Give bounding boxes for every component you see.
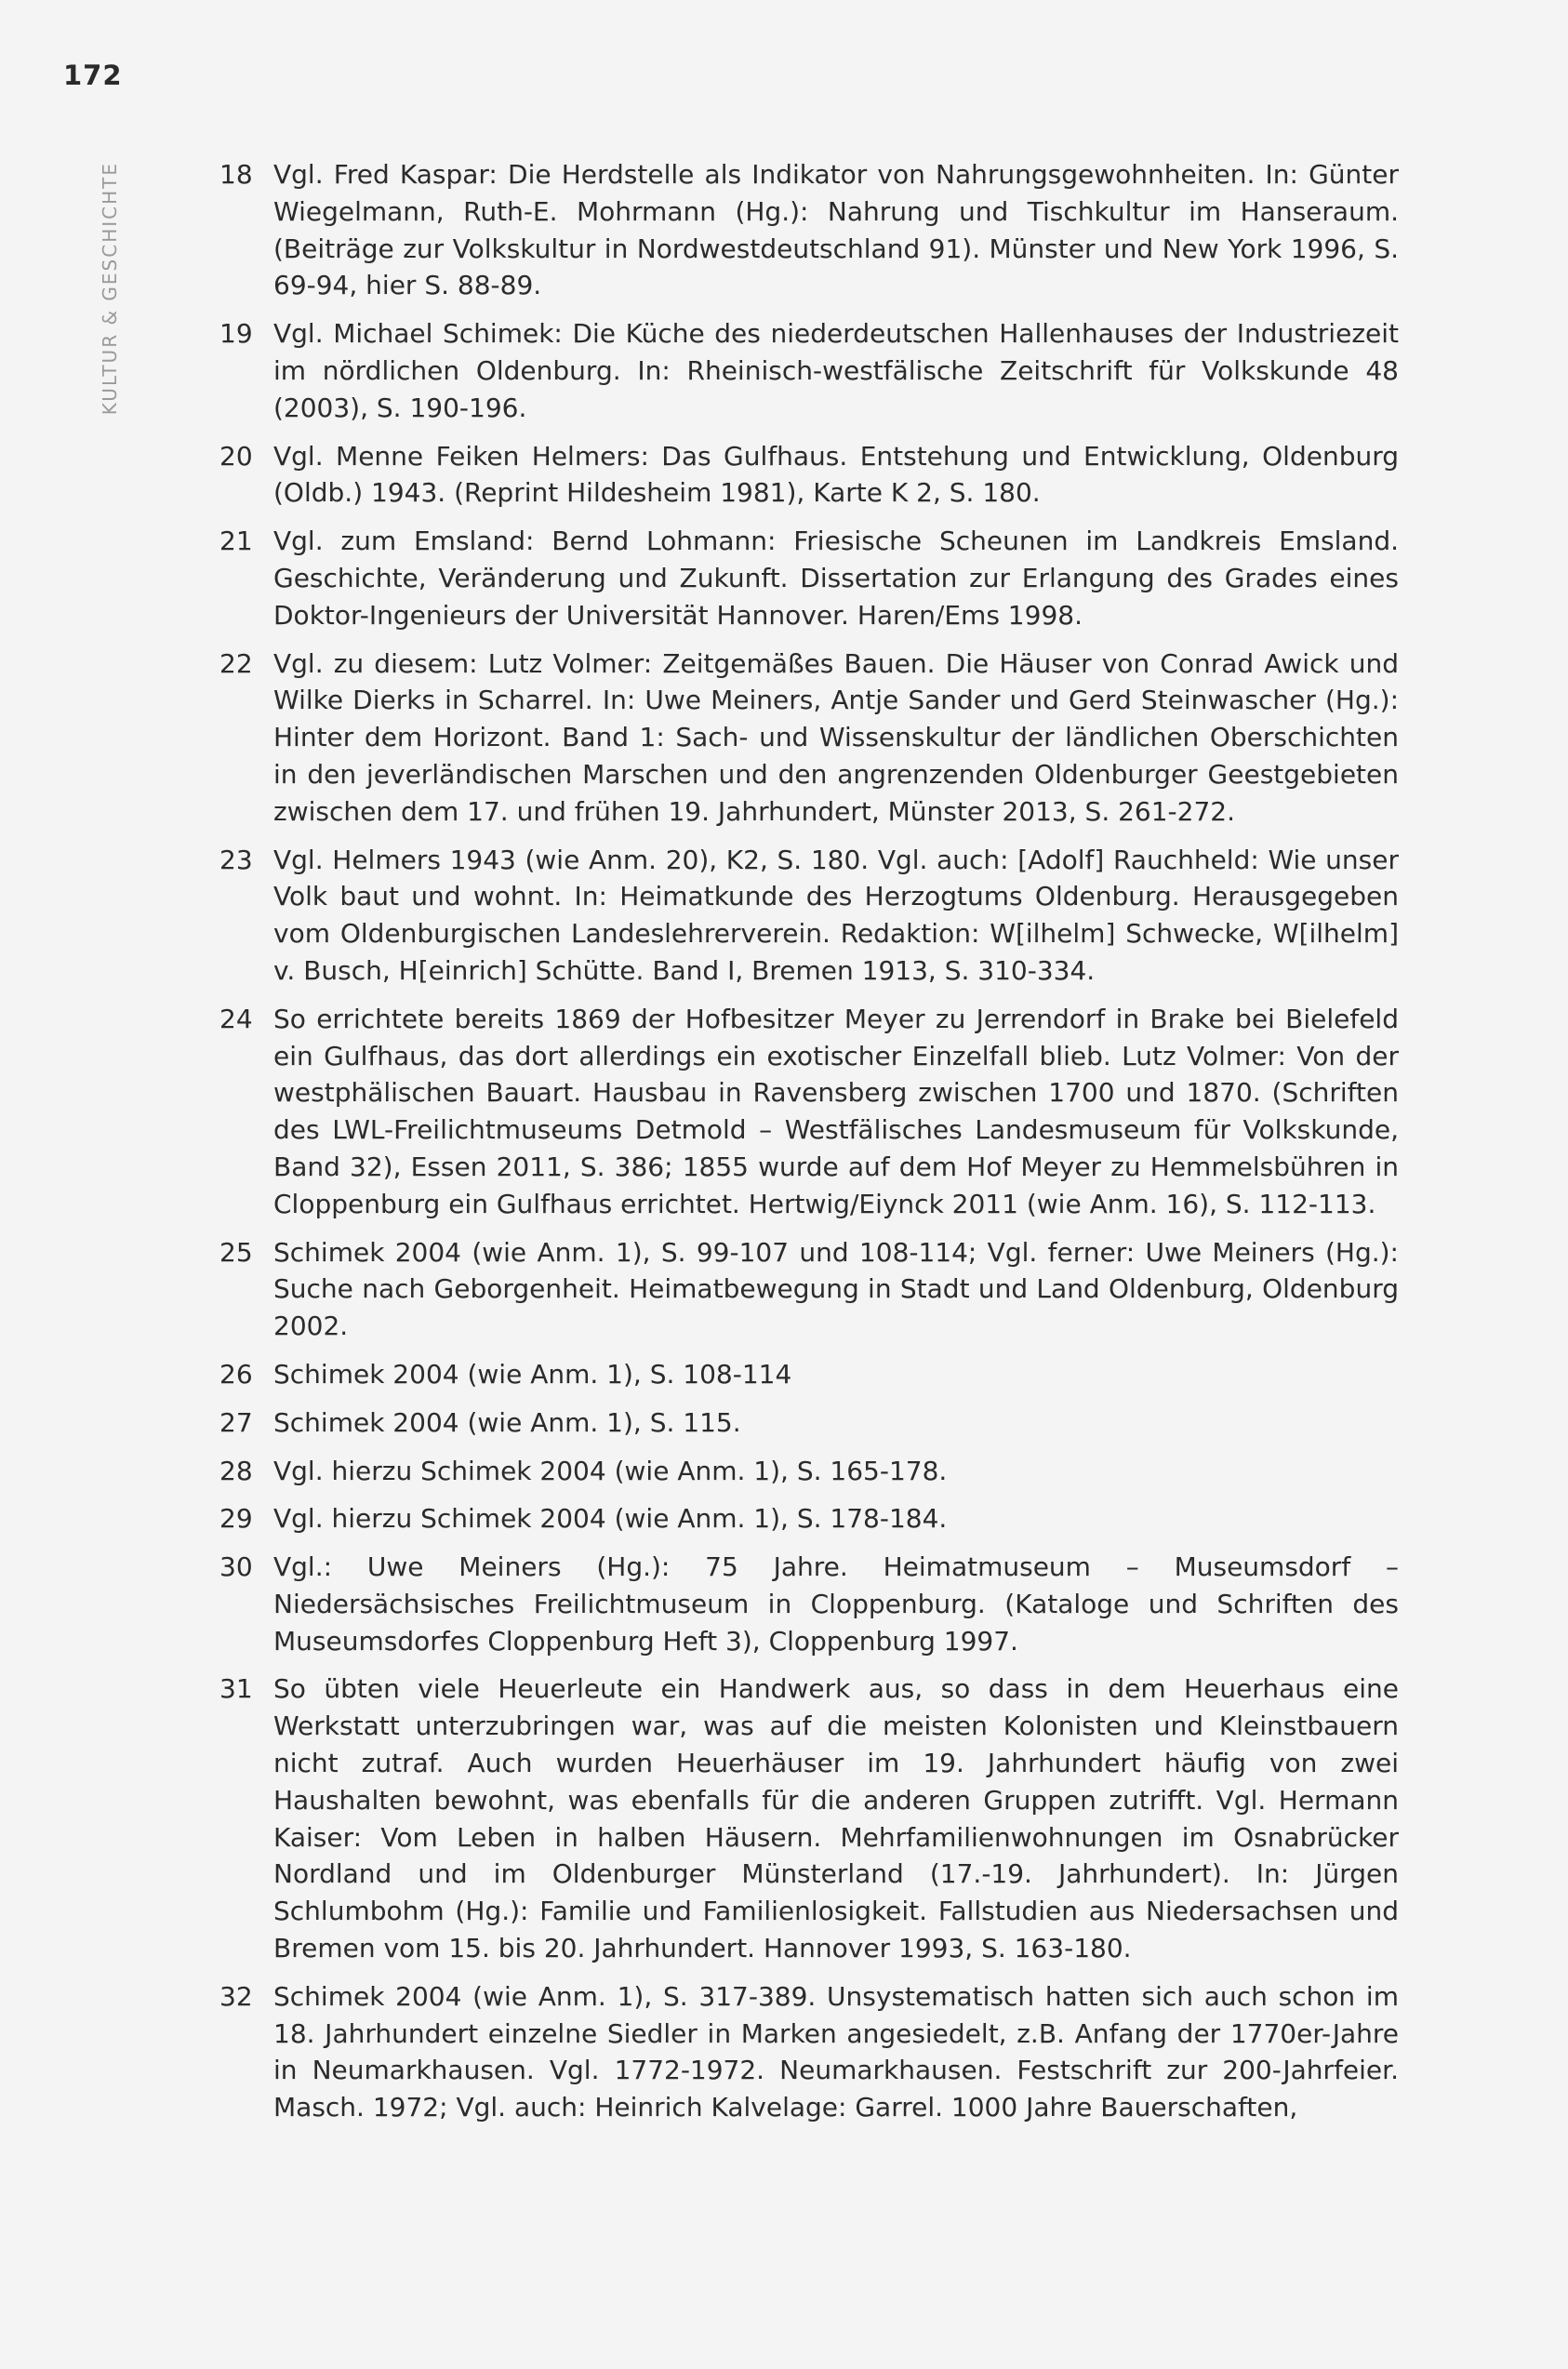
footnote-text: Vgl. zum Emsland: Bernd Lohmann: Friesische Scheunen im Landkreis Emsland. Geschichte, Veränderung und Zukunft. Dissertation zur Erlangung des Grades eines Doktor-Ingenieurs der Universität Hannover. Haren/Ems 1998. [273, 526, 1399, 631]
footnote-18 [219, 156, 1399, 304]
footnote-text: Vgl. Helmers 1943 (wie Anm. 20), K2, S. 180. Vgl. auch: [Adolf] Rauchheld: Wie unser Volk baut und wohnt. In: Heimatkunde des Herzogtums Oldenburg. Herausgegeben vom Oldenburgischen Landeslehrerverein. Redaktion: W[ilhelm] Schwecke, W[ilhelm] v. Busch, H[einrich] Schütte. Band I, Bremen 1913, S. 310-334. [273, 844, 1399, 986]
footnote-number: 28 [219, 1455, 253, 1486]
footnote-text: Vgl. Fred Kaspar: Die Herdstelle als Indikator von Nahrungsgewohnheiten. In: Günter Wiegelmann, Ruth-E. Mohrmann (Hg.): Nahrung und Tischkultur im Hanseraum. (Beiträge zur Volkskultur in Nordwestdeutschland 91). Münster und New York 1996, S. 69-94, hier S. 88-89. [273, 159, 1399, 301]
footnote-number: 25 [219, 1236, 253, 1268]
footnote-text: Vgl. zu diesem: Lutz Volmer: Zeitgemäßes Bauen. Die Häuser von Conrad Awick und Wilke Dierks in Scharrel. In: Uwe Meiners, Antje Sander und Gerd Steinwascher (Hg.): Hinter dem Horizont. Band 1: Sach- und Wissenskultur der ländlichen Oberschichten in den jeverländischen Marschen und den angrenzenden Oldenburger Geestgebieten zwischen dem 17. und frühen 19. Jahrhundert, Münster 2013, S. 261-272. [273, 647, 1399, 827]
page-number: 172 [63, 60, 123, 91]
footnote-text: So übten viele Heuerleute ein Handwerk aus, so dass in dem Heuerhaus eine Werkstatt unterzubringen war, was auf die meisten Kolonisten und Kleinstbauern nicht zutraf. Auch wurden Heuerhäuser im 19. Jahrhundert häufig von zwei Haushalten bewohnt, was ebenfalls für die anderen Gruppen zutrifft. Vgl. Hermann Kaiser: Vom Leben in halben Häusern. Mehrfamilienwohnungen im Osnabrücker Nordland und im Oldenburger Münsterland (17.-19. Jahrhundert). In: Jürgen Schlumbohm (Hg.): Familie und Familienlosigkeit. Fallstudien aus Niedersachsen und Bremen vom 15. bis 20. Jahrhundert. Hannover 1993, S. 163-180. [273, 1673, 1399, 1964]
footnote-text: Schimek 2004 (wie Anm. 1), S. 108-114 [273, 1358, 792, 1390]
footnote-28 [219, 1453, 1399, 1490]
footnote-number: 24 [219, 1003, 253, 1034]
footnote-number: 20 [219, 440, 253, 472]
footnote-text: So errichtete bereits 1869 der Hofbesitzer Meyer zu Jerrendorf in Brake bei Bielefeld ein Gulfhaus, das dort allerdings ein exotischer Einzelfall blieb. Lutz Volmer: Von der westphälischen Bauart. Hausbau in Ravensberg zwischen 1700 und 1870. (Schriften des LWL-Freilichtmuseums Detmold – Westfälisches Landesmuseum für Volkskunde, Band 32), Essen 2011, S. 386; 1855 wurde auf dem Hof Meyer zu Hemmelsbühren in Cloppenburg ein Gulfhaus errichtet. Hertwig/Eiynck 2011 (wie Anm. 16), S. 112-113. [273, 1003, 1399, 1219]
footnote-text: Vgl.: Uwe Meiners (Hg.): 75 Jahre. Heimatmuseum – Museumsdorf – Niedersächsisches Freilichtmuseum in Cloppenburg. (Kataloge und Schriften des Museumsdorfes Cloppenburg Heft 3), Cloppenburg 1997. [273, 1551, 1399, 1657]
footnote-list [219, 156, 1399, 2137]
footnote-23 [219, 842, 1399, 990]
footnote-32 [219, 1978, 1399, 2126]
footnote-22 [219, 645, 1399, 831]
footnote-27 [219, 1404, 1399, 1442]
footnote-number: 30 [219, 1551, 253, 1583]
footnote-number: 29 [219, 1503, 253, 1535]
footnote-text: Schimek 2004 (wie Anm. 1), S. 99-107 und 108-114; Vgl. ferner: Uwe Meiners (Hg.): Suche nach Geborgenheit. Heimatbewegung in Stadt und Land Oldenburg, Oldenburg 2002. [273, 1236, 1399, 1342]
section-side-label: KULTUR & GESCHICHTE [99, 162, 121, 416]
footnote-21 [219, 523, 1399, 633]
footnote-text: Schimek 2004 (wie Anm. 1), S. 115. [273, 1406, 741, 1438]
footnote-24 [219, 1001, 1399, 1223]
footnote-number: 32 [219, 1980, 253, 2012]
footnote-19 [219, 315, 1399, 426]
footnote-number: 18 [219, 159, 253, 190]
footnote-26 [219, 1356, 1399, 1393]
footnote-number: 27 [219, 1406, 253, 1438]
footnote-text: Vgl. hierzu Schimek 2004 (wie Anm. 1), S. 165-178. [273, 1455, 948, 1486]
footnote-number: 31 [219, 1673, 253, 1705]
footnote-29 [219, 1500, 1399, 1537]
footnote-text: Vgl. Michael Schimek: Die Küche des niederdeutschen Hallenhauses der Industriezeit im nördlichen Oldenburg. In: Rheinisch-westfälische Zeitschrift für Volkskunde 48 (2003), S. 190-196. [273, 318, 1399, 423]
footnote-number: 26 [219, 1358, 253, 1390]
footnote-20 [219, 438, 1399, 512]
footnote-text: Schimek 2004 (wie Anm. 1), S. 317-389. Unsystematisch hatten sich auch schon im 18. Jahrhundert einzelne Siedler in Marken angesiedelt, z.B. Anfang der 1770er-Jahre in Neumarkhausen. Vgl. 1772-1972. Neumarkhausen. Festschrift zur 200-Jahrfeier. Masch. 1972; Vgl. auch: Heinrich Kalvelage: Garrel. 1000 Jahre Bauerschaften, [273, 1980, 1399, 2123]
footnote-text: Vgl. Menne Feiken Helmers: Das Gulfhaus. Entstehung und Entwicklung, Oldenburg (Oldb.) 1943. (Reprint Hildesheim 1981), Karte K 2, S. 180. [273, 440, 1399, 509]
footnote-25 [219, 1234, 1399, 1345]
footnote-number: 21 [219, 526, 253, 557]
footnote-30 [219, 1549, 1399, 1659]
footnote-number: 22 [219, 647, 253, 679]
footnote-number: 19 [219, 318, 253, 350]
footnote-text: Vgl. hierzu Schimek 2004 (wie Anm. 1), S. 178-184. [273, 1503, 948, 1535]
footnote-number: 23 [219, 844, 253, 875]
footnote-31 [219, 1670, 1399, 1966]
